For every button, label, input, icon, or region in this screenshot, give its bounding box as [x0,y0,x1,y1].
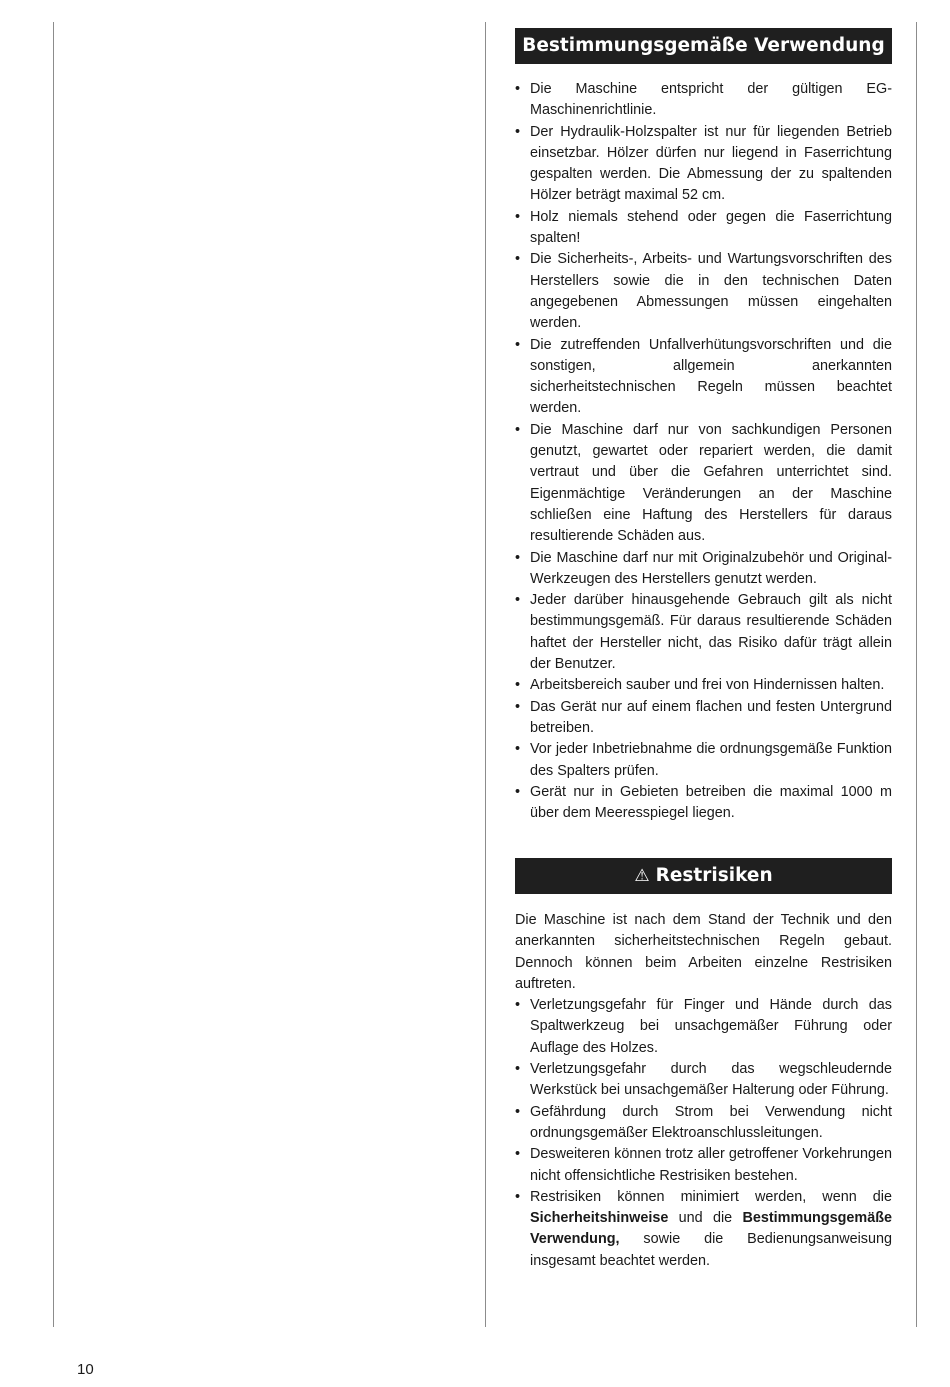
list-item: • Das Gerät nur auf einem flachen und festen Untergrund betreiben. [515,698,892,736]
list-item: • Restrisiken können minimiert werden, wenn die Sicherheitshinweise und die Bestimmungsgemäße Verwendung, sowie die Bedienungsanweisung insgesamt beachtet werden. [515,1188,892,1269]
section-intended-use [515,28,892,824]
list-item: • Die Maschine darf nur mit Originalzubehör und Original-Werkzeugen des Herstellers genutzt werden. [515,549,892,587]
list-item: • Verletzungsgefahr durch das wegschleudernde Werkstück bei unsachgemäßer Halterung oder Führung. [515,1061,892,1099]
list-item: • Gerät nur in Gebieten betreiben die maximal 1000 m über dem Meeresspiegel liegen. [515,783,892,822]
page-number: 10 [77,1361,94,1378]
column-divider-right [916,22,917,1327]
list-item: • Gefährdung durch Strom bei Verwendung nicht ordnungsgemäßer Elektroanschlussleitungen. [515,1103,892,1141]
list-item: • Vor jeder Inbetriebnahme die ordnungsgemäße Funktion des Spalters prüfen. [515,741,892,779]
column-divider-middle [485,22,486,1327]
bullet-list [515,995,892,1272]
bold-reference: Sicherheitshinweise [530,1210,669,1227]
warning-triangle-icon: ⚠ [634,866,650,886]
intro-paragraph: Die Maschine ist nach dem Stand der Technik und den anerkannten sicherheitstechnischen Regeln gebaut. Dennoch können beim Arbeiten einzelne Restrisiken auftreten. [515,912,892,992]
list-item: • Die Maschine entspricht der gültigen EG-Maschinenrichtlinie. [515,81,892,119]
list-item: • Die zutreffenden Unfallverhütungsvorschriften und die sonstigen, allgemein anerkannten sicherheitstechnischen Regeln müssen beachtet werden. [515,336,892,417]
section-body [515,79,892,824]
section-residual-risks [515,858,892,1272]
section-heading-intended-use [515,28,892,64]
list-item: • Der Hydraulik-Holzspalter ist nur für liegenden Betrieb einsetzbar. Hölzer dürfen nur liegend in Faserrichtung gespalten werden. Die Abmessung der zu spaltenden Hölzer beträgt maximal 52 cm. [515,123,892,204]
list-item: • Desweiteren können trotz aller getroffener Vorkehrungen nicht offensichtliche Restrisiken bestehen. [515,1146,892,1184]
list-item: • Arbeitsbereich sauber und frei von Hindernissen halten. [515,677,885,694]
column-divider-left [53,22,54,1327]
bullet-list [515,79,892,824]
section-heading-text: Bestimmungsgemäße Verwendung [522,35,885,56]
list-item: • Jeder darüber hinausgehende Gebrauch gilt als nicht bestimmungsgemäß. Für daraus resultierende Schäden haftet der Hersteller nicht, das Risiko dafür trägt allein der Benutzer. [515,592,892,673]
list-item: • Die Sicherheits-, Arbeits- und Wartungsvorschriften des Herstellers sowie die in den technischen Daten angegebenen Abmessungen müssen eingehalten werden. [515,251,892,332]
list-item: • Die Maschine darf nur von sachkundigen Personen genutzt, gewartet oder repariert werden, die damit vertraut und über die Gefahren unterrichtet sind. Eigenmächtige Veränderungen an der Maschine schließen eine Haftung des Herstellers für daraus resultierende Schäden aus. [515,421,892,545]
section-heading-residual-risks [515,858,892,894]
list-item: • Holz niemals stehend oder gegen die Faserrichtung spalten! [515,208,892,247]
section-heading-text: Restrisiken [655,865,773,886]
bold-reference: Bestimmungsgemäße Verwendung, [530,1210,892,1248]
list-item: • Verletzungsgefahr für Finger und Hände durch das Spaltwerkzeug bei unsachgemäßer Führung oder Auflage des Holzes. [515,997,892,1056]
section-body [515,910,892,1272]
